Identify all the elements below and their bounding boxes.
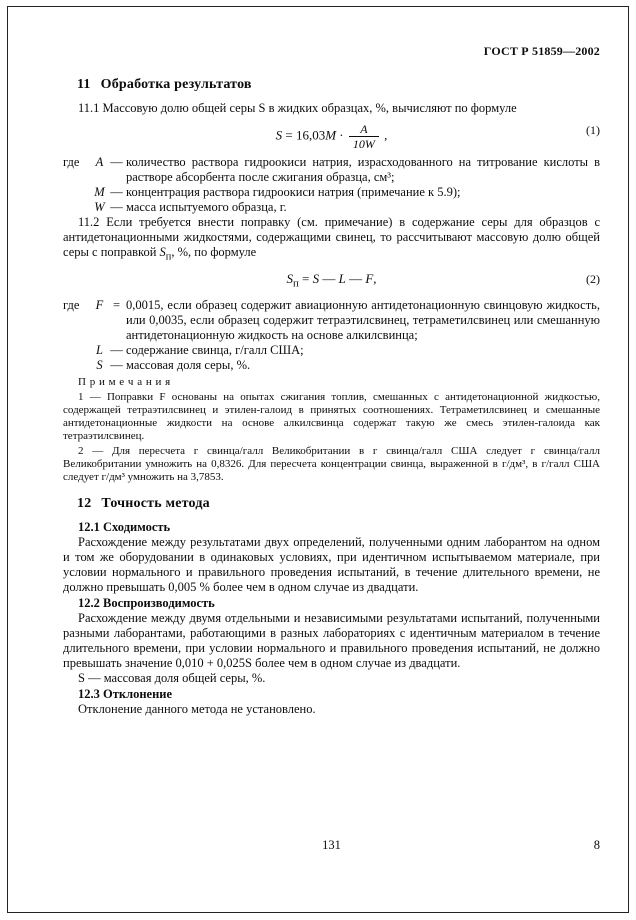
definition-text: массовая доля серы, %.: [126, 357, 251, 372]
footer-page-number-right: 8: [593, 838, 600, 852]
paragraph-12-3: Отклонение данного метода не установлено.: [78, 701, 316, 716]
formula-2-definitions: [63, 298, 600, 373]
definition-term: A: [95, 155, 104, 169]
formula-1-numerator: A: [349, 122, 379, 137]
paragraph-11-2: [63, 215, 600, 265]
heading-12-2: 12.2 Воспроизводимость: [78, 595, 215, 610]
formula-1-definitions: [63, 155, 600, 215]
formula-2-eq: =: [298, 271, 313, 287]
definition-term: M: [94, 185, 105, 199]
formula-2-lhs-subscript: п: [292, 277, 299, 290]
section-11-title: [77, 77, 600, 92]
definition-text: 0,0015, если образец содержит авиационную антидетонационную свинцовую жидкость, или 0,0035, если образец содержит тетраэтилсвинец, тетраметилсвинец или смешанную антидетонационную жидкость на основе алкилсвинца;: [126, 297, 600, 342]
section-12-title: [77, 496, 600, 511]
definition-separator: =: [112, 297, 121, 312]
where-intro: [63, 358, 92, 373]
definition-term: L: [96, 342, 103, 357]
definition-row: [63, 155, 600, 185]
formula-1-var-s: S: [275, 126, 283, 142]
paragraph-11-2-subscript: п: [165, 251, 172, 263]
formula-2: [63, 270, 600, 294]
formula-2-comma: ,: [373, 271, 377, 287]
note-1: 1 — Поправки F основаны на опытах сжигания топлив, смешанных с антидетонационной жидкостью, содержащей тетраэтилсвинец и этилен-галоид в принятых соотношениях. Тетраметилсвинец и смешанные антидетонационные жидкости на основе алкилсвинца содержат такую же смесь этилен-галоида как тетраэтилсвинец.: [63, 390, 600, 442]
definition-term: F: [95, 297, 104, 312]
definition-separator: —: [110, 342, 123, 357]
formula-2-expression: [63, 271, 600, 292]
definition-separator: —: [110, 155, 123, 169]
formula-2-minus: —: [319, 271, 339, 287]
definition-text: концентрация раствора гидроокиси натрия (примечание к 5.9);: [126, 185, 461, 199]
formula-1-denominator: 10W: [352, 136, 375, 151]
definition-separator: —: [110, 200, 123, 214]
formula-1-comma: ,: [380, 126, 388, 142]
paragraph-11-1: 11.1 Массовую долю общей серы S в жидких образцах, %, вычисляют по формуле: [78, 101, 517, 115]
where-intro: где: [63, 155, 80, 169]
where-intro: [63, 185, 92, 200]
where-intro: [63, 200, 92, 215]
paragraph-11-2-text: 11.2 Если требуется внести поправку (см. примечание) в содержание серы для образцов с антидетонационными жидкостями, содержащими свинец, то рассчитывают массовую долю общей серы с поправкой: [63, 215, 600, 259]
formula-1-fraction: [349, 122, 379, 151]
page-footer: [63, 838, 600, 853]
formula-1: [63, 121, 600, 151]
footer-page-number-center: 131: [322, 838, 341, 852]
formula-2-var-l: L: [338, 271, 346, 287]
section-12-number: 12: [77, 495, 92, 511]
formula-1-number: (1): [586, 123, 600, 137]
formula-2-minus: —: [345, 271, 366, 287]
section-11-title-text: Обработка результатов: [100, 77, 252, 92]
definition-separator: —: [110, 185, 123, 199]
definition-text: количество раствора гидроокиси натрия, израсходованного на титрование кислоты в растворе абсорбента после сжигания образца, см³;: [126, 155, 600, 184]
heading-12-3: 12.3 Отклонение: [78, 686, 173, 701]
notes-heading: П р и м е ч а н и я: [78, 375, 171, 388]
notes-block: [63, 376, 600, 484]
formula-2-var-f: F: [365, 271, 374, 287]
definition-separator: —: [110, 357, 123, 372]
formula-2-lhs: S: [286, 271, 293, 287]
paragraph-11-2-var-s: S: [159, 245, 166, 259]
definition-row: [63, 358, 600, 373]
definition-row: [63, 200, 600, 215]
definition-row: [63, 185, 600, 200]
where-intro: [63, 343, 92, 358]
definition-row: [63, 343, 600, 358]
paragraph-12-2: Расхождение между двумя отдельными и независимыми результатами испытаний, полученными разными лаборантами, работающими в разных лабораториях с идентичным материалом в течение длительного времени, при условии нормального и правильного проведения испытаний, не должно превышать значение 0,010 + 0,025S более чем в одном случае из двадцати.: [63, 610, 600, 670]
where-intro: где: [63, 297, 80, 312]
definition-text: содержание свинца, г/галл США;: [126, 342, 304, 357]
section-12-title-text: Точность метода: [101, 495, 210, 511]
formula-1-expression: [63, 122, 600, 151]
definition-term: S: [96, 357, 103, 372]
definition-term: W: [94, 200, 105, 214]
formula-1-var-m: M: [325, 126, 337, 142]
paragraph-12-2-s-definition: S — массовая доля общей серы, %.: [78, 670, 266, 685]
formula-2-number: (2): [586, 271, 600, 286]
paragraph-11-2-text-end: , %, по формуле: [171, 245, 257, 259]
heading-12-1: 12.1 Сходимость: [78, 519, 171, 534]
paragraph-12-1: Расхождение между результатами двух определений, полученными одним лаборантом на одном и том же оборудовании в одинаковых условиях, при идентичном испытываемом материале, при условии нормального и правильного проведения испытаний, в течение длительного времени, не должно превышать 0,005 % более чем в одном случае из двадцати.: [63, 534, 600, 594]
formula-2-var-s: S: [312, 271, 320, 287]
definition-row: [63, 298, 600, 343]
definition-text: масса испытуемого образца, г.: [126, 200, 287, 214]
note-2: 2 — Для пересчета г свинца/галл Великобритании в г свинца/галл США следует г свинца/галл Великобритании умножить на 0,8326. Для пересчета концентрации свинца, выраженной в г/дм³, в г/галл США следует г/дм³ умножить на 3,7853.: [63, 444, 600, 483]
formula-1-eq: = 16,03: [282, 126, 326, 142]
section-11-number: 11: [77, 77, 91, 92]
page-content: [63, 44, 600, 717]
formula-1-dot: ·: [336, 126, 347, 142]
doc-number: ГОСТ Р 51859—2002: [483, 44, 600, 58]
